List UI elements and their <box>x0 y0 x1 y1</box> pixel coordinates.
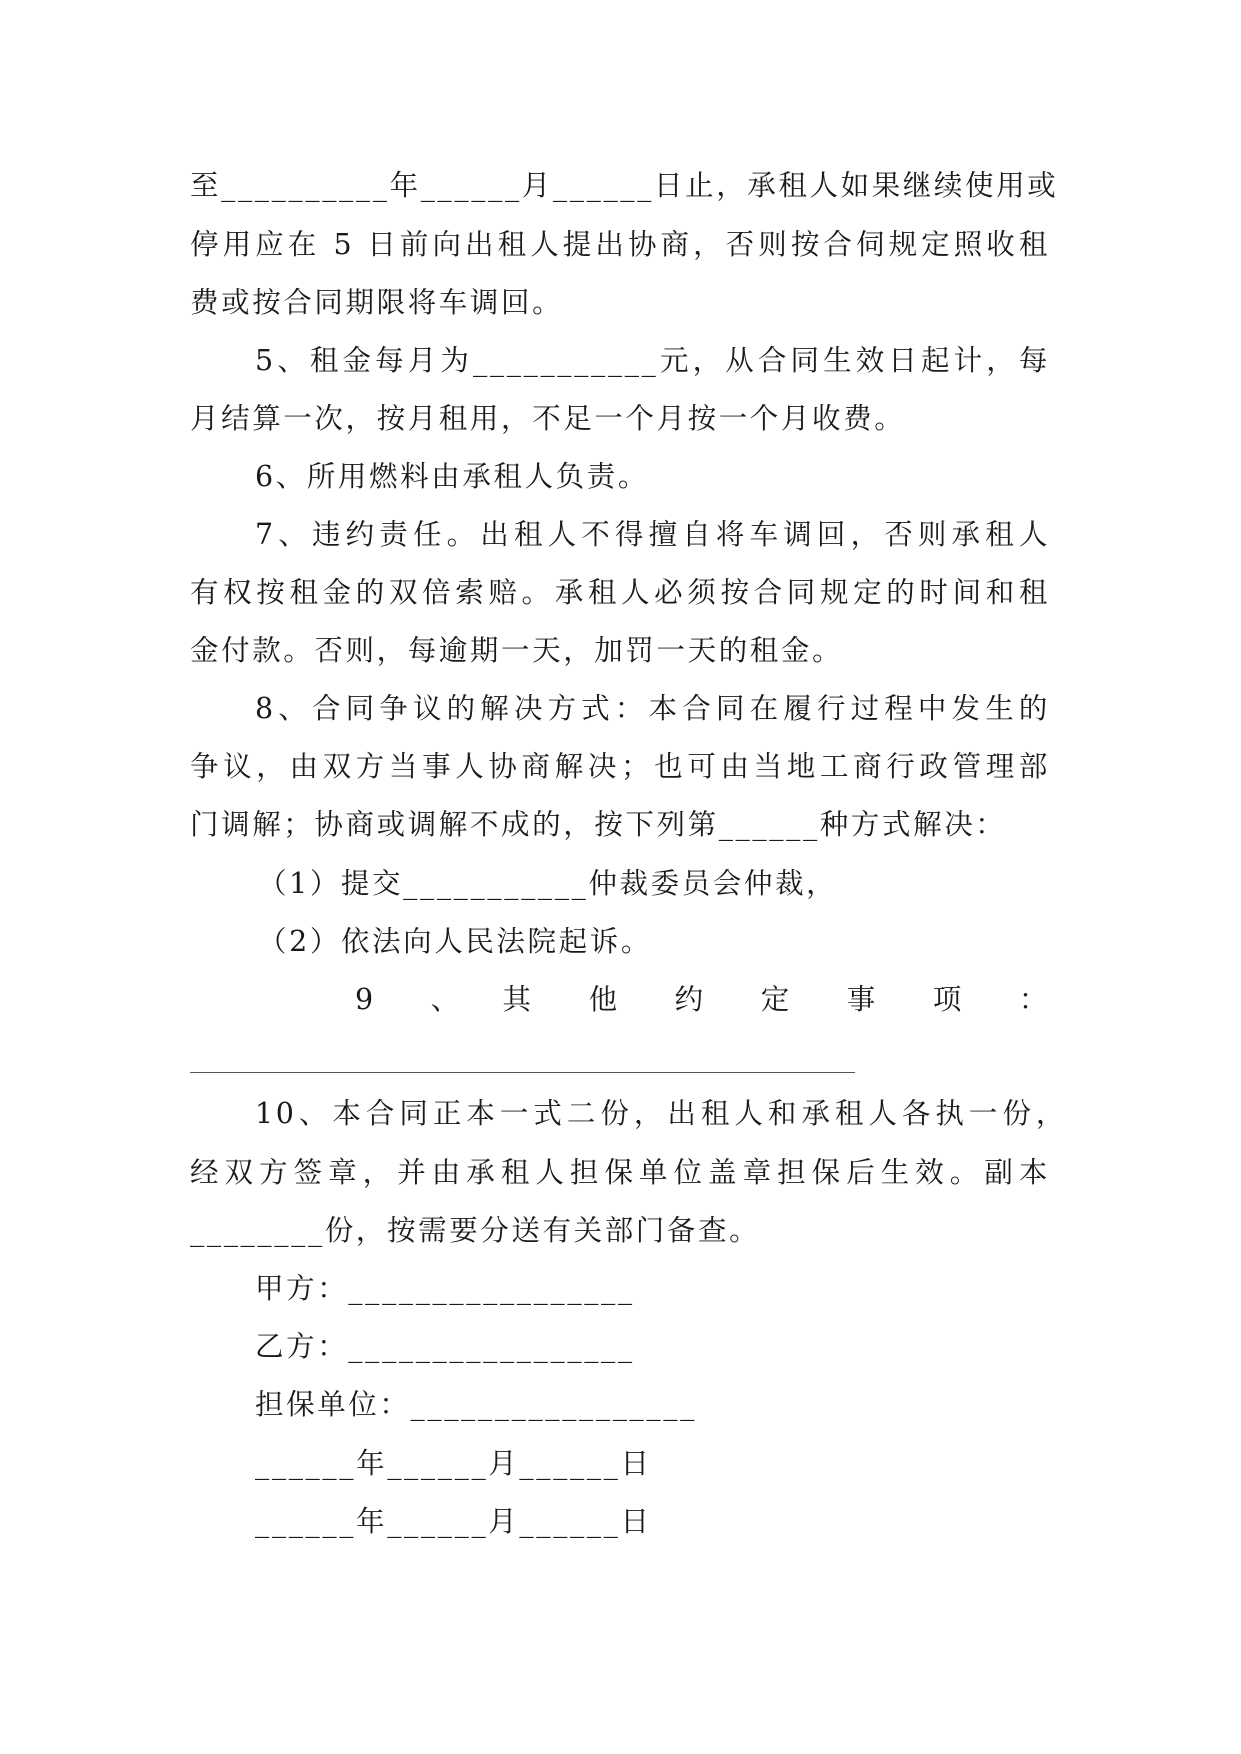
signature-party-b: 乙方：_________________ <box>255 1330 635 1363</box>
text-line: 8、合同争议的解决方式：本合同在履行过程中发生的 <box>255 692 1050 725</box>
text-line: 费或按合同期限将车调回。 <box>190 286 564 319</box>
text-line: 7、违约责任。出租人不得擅自将车调回，否则承租人 <box>255 518 1050 551</box>
text-line: 门调解；协商或调解不成的，按下列第______种方式解决： <box>190 808 1007 841</box>
text-line: （1）提交___________仲裁委员会仲裁， <box>258 867 838 900</box>
date-line: ______年______月______日 <box>255 1447 652 1480</box>
text-line: 有权按租金的双倍索赔。承租人必须按合同规定的时间和租 <box>190 576 1050 609</box>
text-line: 停用应在 5 日前向出租人提出协商，否则按合伺规定照收租 <box>190 228 1050 261</box>
signature-guarantor: 担保单位：_________________ <box>255 1388 697 1421</box>
text-line: 5、租金每月为___________元，从合同生效日起计，每 <box>255 344 1050 377</box>
text-line: 9 、 其 他 约 定 事 项 ： <box>355 983 1050 1016</box>
text-line: 至__________年______月______日止，承租人如果继续使用或 <box>190 169 1059 202</box>
text-line: ________份，按需要分送有关部门备查。 <box>190 1214 761 1247</box>
text-line: 金付款。否则，每逾期一天，加罚一天的租金。 <box>190 634 844 667</box>
text-line: 月结算一次，按月租用，不足一个月按一个月收费。 <box>190 402 906 435</box>
signature-party-a: 甲方：_________________ <box>255 1272 635 1305</box>
text-line: 争议，由双方当事人协商解决；也可由当地工商行政管理部 <box>190 750 1050 783</box>
text-line: 经双方签章，并由承租人担保单位盖章担保后生效。副本 <box>190 1156 1050 1189</box>
date-line: ______年______月______日 <box>255 1505 652 1538</box>
text-line: 6、所用燃料由承租人负责。 <box>255 460 649 493</box>
text-line: （2）依法向人民法院起诉。 <box>258 925 652 958</box>
text-line: 10、本合同正本一式二份，出租人和承租人各执一份， <box>255 1097 1067 1130</box>
blank-rule <box>190 1072 855 1073</box>
